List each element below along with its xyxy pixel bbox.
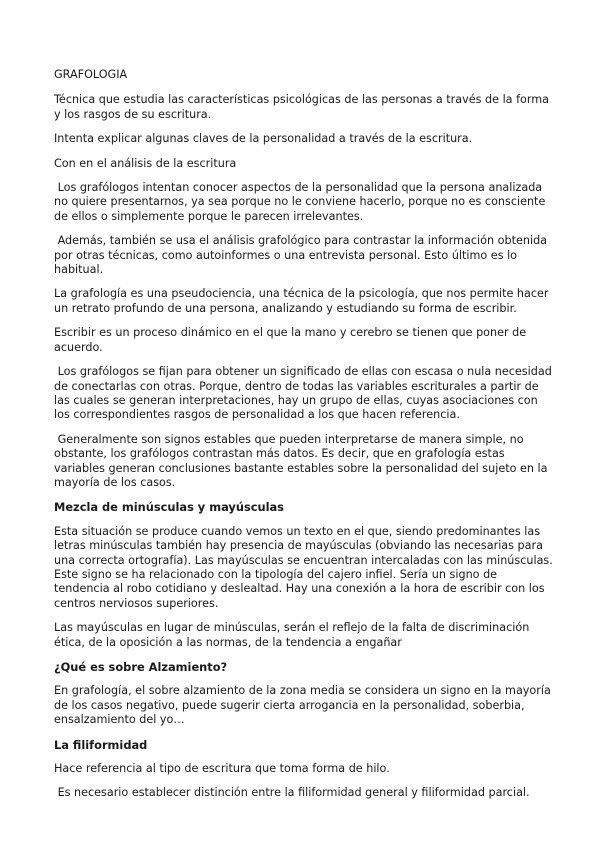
paragraph-graphologists-aims: Los grafólogos intentan conocer aspectos de la personalidad que la persona analizada no quiere presentarnos, ya sea porque no le conviene hacerlo, porque no es consciente de ellos o simplemente porque le parecen irrelevantes. xyxy=(54,181,549,223)
paragraph-variables: Los grafólogos se fijan para obtener un significado de ellas con escasa o nula necesidad de conectarlas con otras. Porque, dentro de todas las variables escriturales a partir de las cuales se generan interpretaciones, hay un grupo de ellas, cuyas asociaciones con los correspondientes rasgos de personalidad a los que hacen referencia. xyxy=(54,365,556,422)
paragraph-contrast-use: Además, también se usa el análisis grafológico para contrastar la información obtenida por otras técnicas, como autoinformes o una entrevista personal. Esto último es lo habitual. xyxy=(54,234,551,277)
section-heading-filiformidad: La filiformidad xyxy=(54,737,148,752)
paragraph-pseudoscience: La grafología es una pseudociencia, una técnica de la psicología, que nos permite hacer un retrato profundo de una persona, analizando y estudiando su forma de escribir. xyxy=(54,287,549,315)
paragraph-filiformidad-1: Hace referencia al tipo de escritura que toma forma de hilo. xyxy=(54,762,390,776)
document-page xyxy=(54,68,554,811)
paragraph-definition: Técnica que estudia las características psicológicas de las personas a través de la forma y los rasgos de su escritura. xyxy=(54,93,550,121)
paragraph-purpose: Intenta explicar algunas claves de la personalidad a través de la escritura. xyxy=(54,132,473,146)
paragraph-stable-signs: Generalmente son signos estables que pueden interpretarse de manera simple, no obstante, los grafólogos contrastan más datos. Es decir, que en grafología estas variables generan conclusiones bastante estables sobre la personalidad del sujeto en la mayoría de los casos. xyxy=(54,432,552,489)
section-heading-alzamiento: ¿Qué es sobre Alzamiento? xyxy=(54,660,228,674)
paragraph-dynamic-process: Escribir es un proceso dinámico en el que la mano y cerebro se tienen que poner de acuerdo. xyxy=(54,326,527,354)
document-title: GRAFOLOGIA xyxy=(54,68,128,81)
paragraph-mixed-case-1: Esta situación se produce cuando vemos un texto en el que, siendo predominantes las letras minúsculas también hay presencia de mayúsculas (obviando las necesarias para una correcta ortografía). Las mayúsculas se encuentran intercaladas con las minúsculas. Este signo se ha relacionado con la tipología del cajero infiel. Sería un signo de tendencia al robo cotidiano y deslealtad. Hay una conexión a la hora de escribir con los centros nerviosos superiores. xyxy=(54,524,553,610)
paragraph-alzamiento: En grafología, el sobre alzamiento de la zona media se considera un signo en la mayoría de los casos negativo, puede sugerir cierta arrogancia en la personalidad, soberbia, ensalzamiento del yo… xyxy=(54,684,551,727)
paragraph-filiformidad-2: Es necesario establecer distinción entre la filiformidad general y filiformidad parcial. xyxy=(54,786,530,800)
paragraph-mixed-case-2: Las mayúsculas en lugar de minúsculas, serán el reflejo de la falta de discriminación ética, de la oposición a las normas, de la tendencia a engañar xyxy=(54,621,530,649)
section-heading-mixed-case: Mezcla de minúsculas y mayúsculas xyxy=(54,500,284,515)
paragraph-analysis-intro: Con en el análisis de la escritura xyxy=(54,156,237,170)
